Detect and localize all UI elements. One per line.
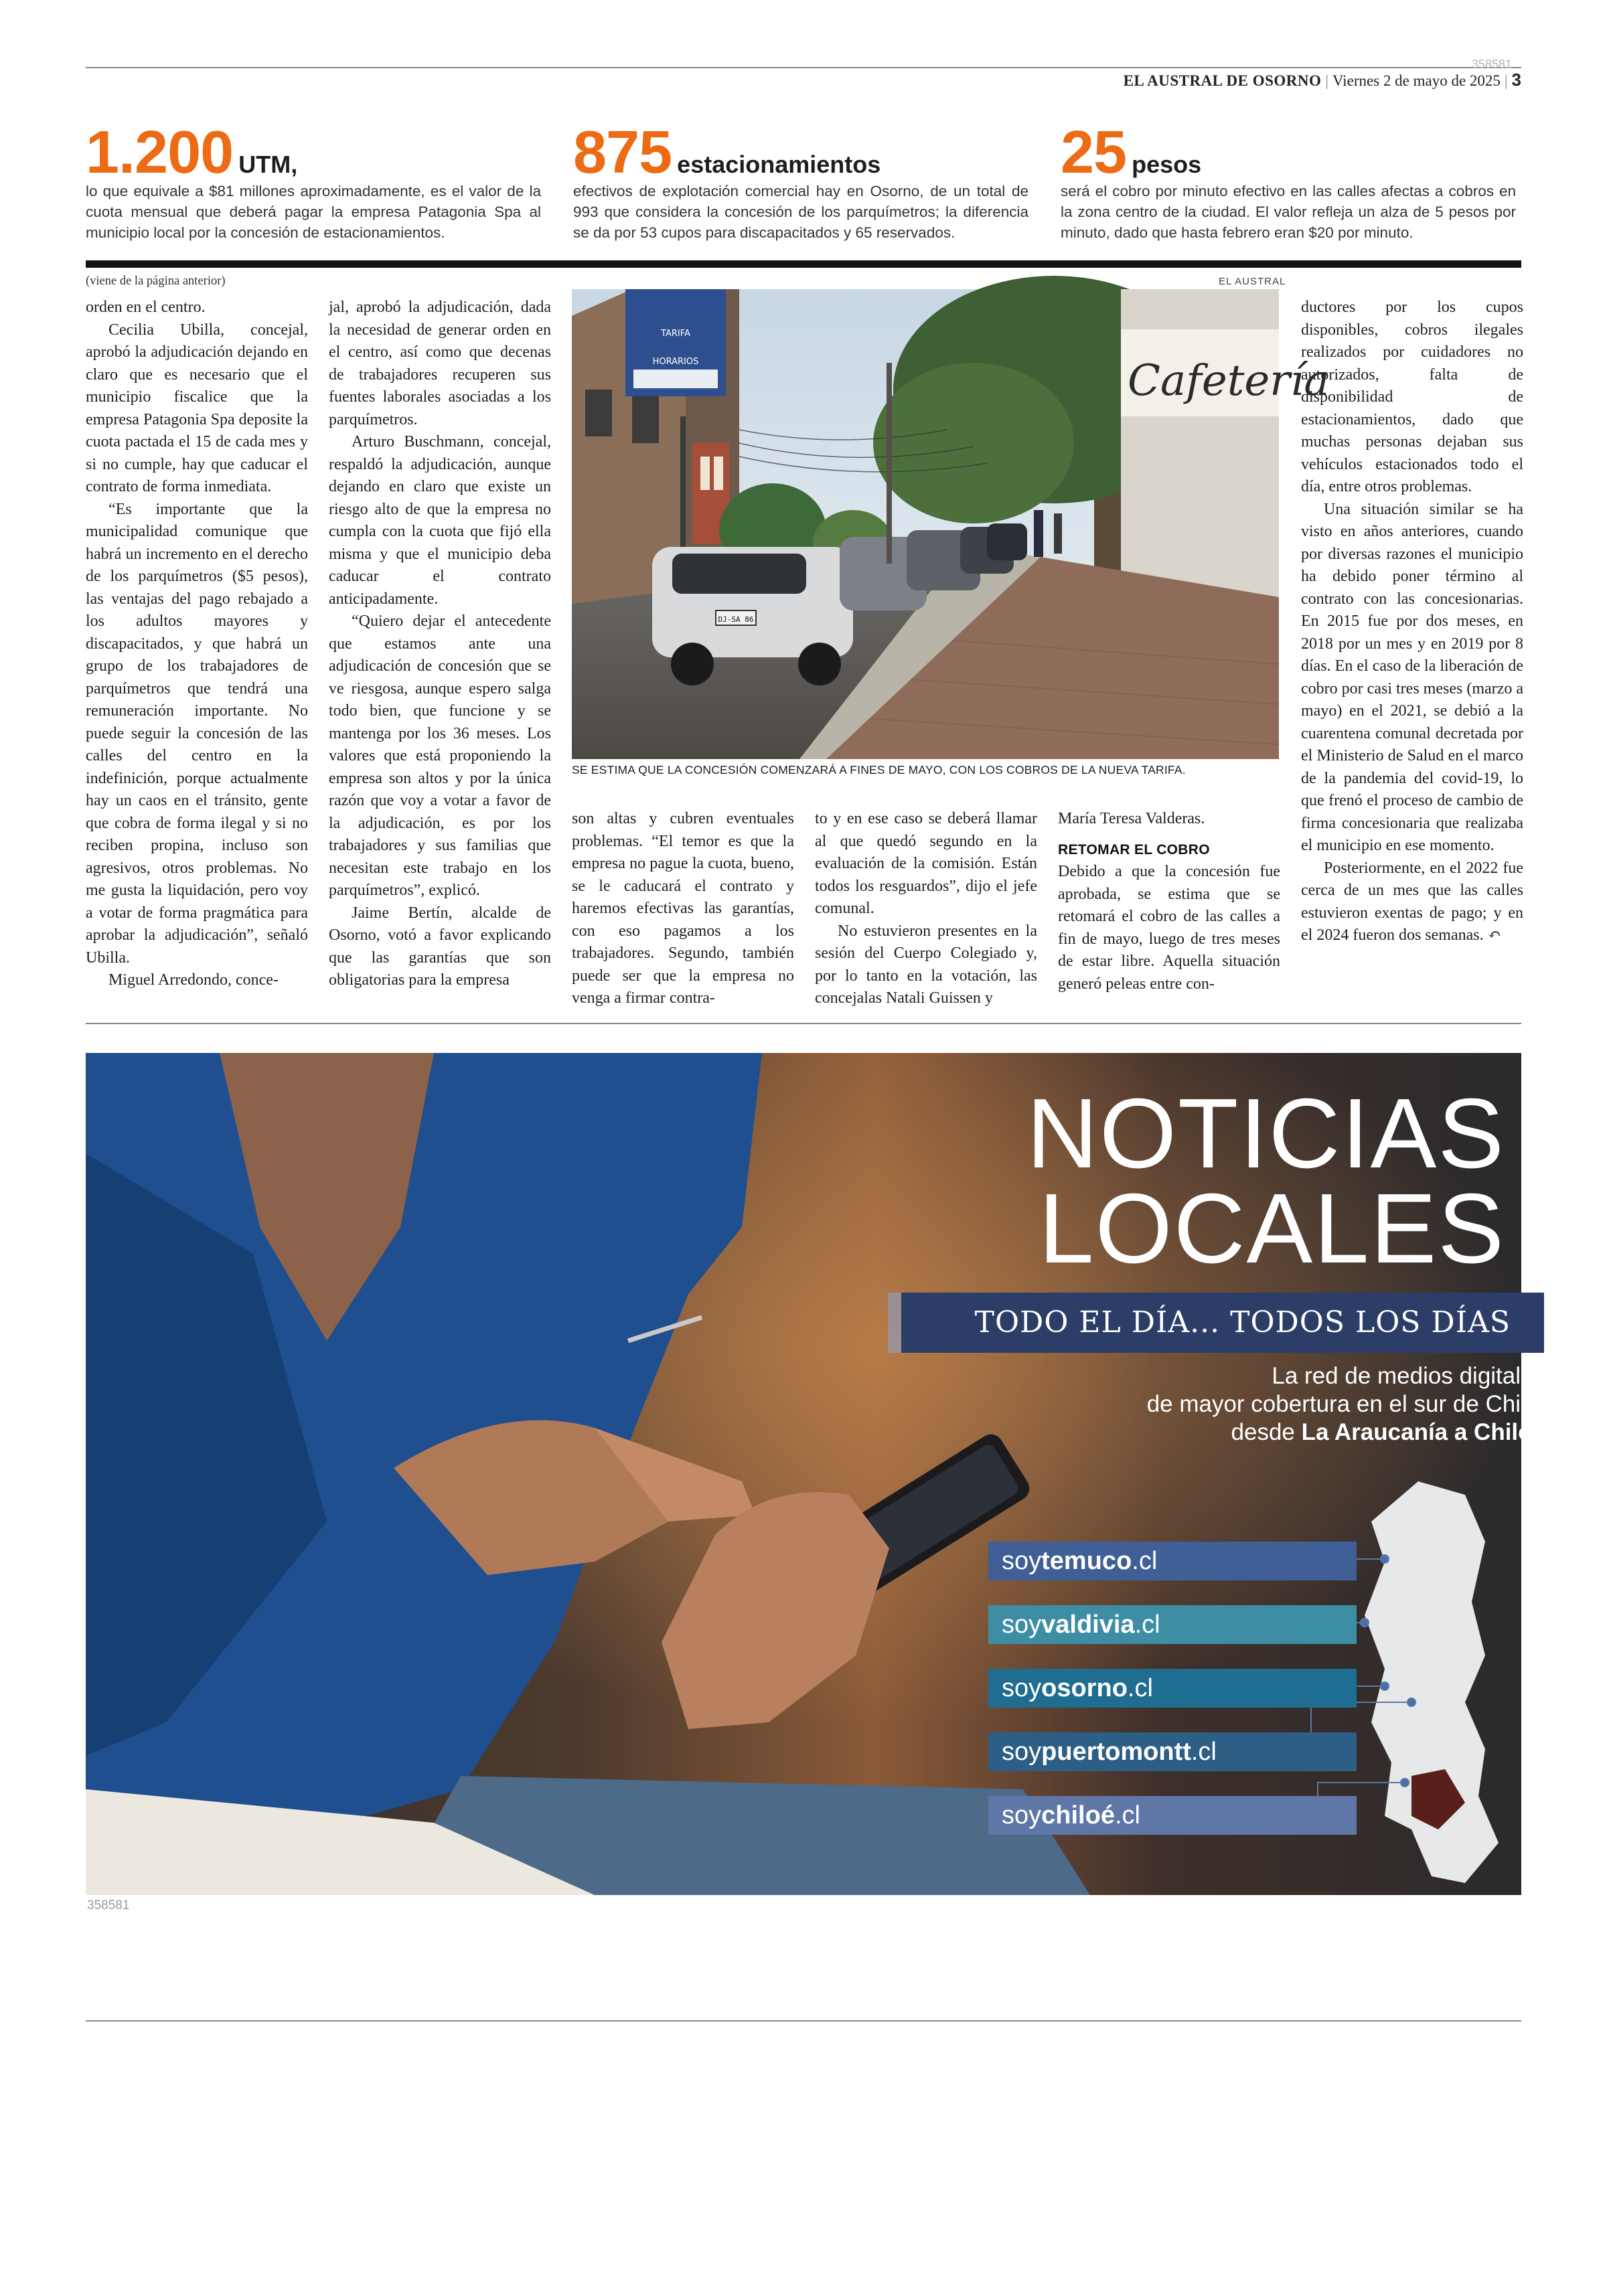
page-footer-rule xyxy=(86,2020,1521,2022)
bottom-rule-article xyxy=(86,1023,1521,1024)
stat-description: efectivos de explotación comercial hay en Osorno, de un total de 993 que considera la concesión de los parquímetros; la diferencia se da por 53 cupos para discapacitados y 65 reservados. xyxy=(573,183,1028,241)
paragraph: “Es importante que la municipalidad comunique que habrá un incremento en el derecho de los parquímetros ($5 pesos), las ventajas del pago rebajado a los adultos mayores y discapacitados, y que habrá un grupo de los trabajadores de parquímetros que tendrá una remuneración importante. No puede seguir la concesión de las calles del centro en la indefinición, porque actualmente hay un caos en el tránsito, gente que cobra de forma ilegal y si no reciben propina, incluso son agresivos, otros problemas. No me gusta la liquidación, pero voy a votar de forma pragmática para aprobar la adjudicación”, señaló Ubilla. xyxy=(86,500,308,967)
article-column-3 xyxy=(572,808,794,1010)
stat-description: será el cobro por minuto efectivo en las calles afectas a cobros en la zona centro de la ciudad. El valor refleja un alza de 5 pesos por minuto, dado que hasta febrero eran $20 por minuto. xyxy=(1061,183,1516,241)
top-rule xyxy=(86,67,1521,68)
paragraph: Arturo Buschmann, concejal, respaldó la adjudicación, aunque dejando en claro que existe un riesgo alto de que la empresa no cumpla con la cuota que fijó ella misma y que el municipio deba caducar el contrato anticipadamente. xyxy=(329,433,551,608)
paragraph: ductores por los cupos disponibles, cobros ilegales realizados por cuidadores no autorizados, falta de disponibilidad de estacionamientos, dado que muchas personas dejaban sus vehículos estacionados todo el día, entre otros problemas. xyxy=(1301,299,1523,495)
site-link-chiloe[interactable]: soychiloé.cl xyxy=(988,1796,1357,1835)
ad-code: 358581 xyxy=(87,1898,130,1912)
article-column-2 xyxy=(329,297,551,992)
paragraph: jal, aprobó la adjudicación, dada la necesidad de generar orden en el centro, así como que decenas de trabajadores recuperen sus fuentes laborales asociadas a los parquímetros. xyxy=(329,299,551,428)
stat-unit: UTM, xyxy=(238,151,298,178)
paragraph: to y en ese caso se deberá llamar al que quedó segundo en la evaluación de la comisión. Están todos los resguardos”, dijo el jefe comunal. xyxy=(815,810,1037,917)
region-range: La Araucanía a Chiloé xyxy=(1301,1419,1545,1445)
license-plate: DJ-SA 86 xyxy=(718,615,754,624)
article-column-1 xyxy=(86,297,308,992)
article-column-5 xyxy=(1058,808,1280,995)
paragraph: María Teresa Valderas. xyxy=(1058,810,1205,827)
paragraph: Miguel Arredondo, conce- xyxy=(108,971,279,989)
paragraph: Una situación similar se ha visto en años anteriores, cuando por diversas razones el municipio ha debido poner término al contrato con las concesionarias. En 2015 fue por dos meses, en 2018 por un mes y en 2019 por 8 días. En el caso de la liberación de cobro por casi tres meses (marzo a mayo) en el 2021, se debió a la cuarentena comunal decretada por el Ministerio de Salud en el marco de la pandemia del covid-19, lo que frenó el proceso de cambio de firma concesionaria que realizaba el municipio en ese momento. xyxy=(1301,500,1523,854)
stat-unit: estacionamientos xyxy=(677,151,881,178)
ad-tagline: TODO EL DÍA... TODOS LOS DÍAS xyxy=(901,1293,1544,1353)
site-link-osorno[interactable]: soyosorno.cl xyxy=(988,1669,1357,1708)
stat-value: 25 xyxy=(1061,119,1127,186)
subheading: RETOMAR EL COBRO xyxy=(1058,841,1210,857)
ad-title-line-1: NOTICIAS xyxy=(1026,1078,1505,1189)
stat-utm xyxy=(86,119,541,243)
network-line-1: La red de medios digitales xyxy=(1272,1363,1545,1389)
paragraph: “Quiero dejar el antecedente que estamos ante una adjudicación de concesión que se ve riesgosa, aunque espero salga todo bien, que funcione y se mantenga por los 36 meses. Los valores que está proponiendo la empresa son altos y por la única razón que voy a votar a favor de la adjudicación, es por los trabajadores y sus familias que necesitan este trabajo en los parquímetros”, explicó. xyxy=(329,612,551,899)
advertisement-noticias-locales xyxy=(86,1053,1545,1895)
photo-caption: SE ESTIMA QUE LA CONCESIÓN COMENZARÁ A FINES DE MAYO, CON LOS COBROS DE LA NUEVA TARIFA. xyxy=(572,763,1186,776)
paragraph: orden en el centro. xyxy=(86,299,206,316)
ad-network-description xyxy=(903,1362,1545,1447)
paragraph: son altas y cubren eventuales problemas. “El temor es que la empresa no pague la cuota, bueno, se le caducará el contrato y haremos efectivas las garantías, con eso pagamos a los trabajadores. Segundo, también puede ser que la empresa no venga a firmar contra- xyxy=(572,810,794,1007)
stat-value: 875 xyxy=(573,119,672,186)
paragraph: Cecilia Ubilla, concejal, aprobó la adjudicación dejando en claro que es necesario que el municipio fiscalice que la empresa Patagonia Spa deposite la cuota pactada el 15 de cada mes y si no cumple, hay que caducar el contrato de forma inmediata. xyxy=(86,321,308,495)
street-parking-photo xyxy=(572,289,1330,759)
section-divider xyxy=(86,260,1521,268)
network-line-2: de mayor cobertura en el sur de Chile: xyxy=(1146,1391,1545,1417)
paragraph: No estuvieron presentes en la sesión del Cuerpo Colegiado y, por lo tanto en la votación, las concejalas Natali Guissen y xyxy=(815,922,1037,1007)
paragraph: Posteriormente, en el 2022 fue cerca de un mes que las calles estuvieron exentas de pago; y en el 2024 fueron dos semanas. ↶ xyxy=(1301,857,1523,947)
network-line-3: desde La Araucanía a Chiloé xyxy=(1231,1419,1545,1445)
paragraph: Jaime Bertín, alcalde de Osorno, votó a favor explicando que las garantías que son obligatorias para la empresa xyxy=(329,904,551,989)
stat-unit: pesos xyxy=(1132,151,1202,178)
ad-title xyxy=(983,1078,1505,1284)
stat-parking-spaces xyxy=(573,119,1028,243)
paragraph: Debido a que la concesión fue aprobada, se estima que se retomará el cobro de las calles a fin de mayo, luego de tres meses de estar libre. Aquella situación generó peleas entre con- xyxy=(1058,863,1280,993)
sign-horarios: HORARIOS xyxy=(652,357,699,367)
stat-description: lo que equivale a $81 millones aproximadamente, es el valor de la cuota mensual que deberá pagar la empresa Patagonia Spa al municipio local por la concesión de estacionamientos. xyxy=(86,183,541,241)
site-link-temuco[interactable]: soytemuco.cl xyxy=(988,1542,1357,1580)
ad-title-line-2: LOCALES xyxy=(1039,1173,1505,1284)
article-column-6 xyxy=(1301,297,1523,947)
photo-credit: EL AUSTRAL xyxy=(1219,276,1286,287)
continued-note: (viene de la página anterior) xyxy=(86,274,226,288)
page-number: 3 xyxy=(1511,70,1521,90)
stat-pesos xyxy=(1061,119,1516,243)
stat-value: 1.200 xyxy=(86,119,234,186)
publication-name: EL AUSTRAL DE OSORNO xyxy=(1123,72,1322,89)
article-column-4 xyxy=(815,808,1037,1010)
page-folio: 358581 EL AUSTRAL DE OSORNO | Viernes 2 de mayo de 2025 | 3 xyxy=(1123,58,1521,90)
page-code: 358581 xyxy=(1471,58,1512,71)
site-link-puertomontt[interactable]: soypuertomontt.cl xyxy=(988,1732,1357,1771)
issue-date: Viernes 2 de mayo de 2025 xyxy=(1332,72,1501,89)
site-link-valdivia[interactable]: soyvaldivia.cl xyxy=(988,1605,1357,1644)
sign-tarifa: TARIFA xyxy=(661,329,690,339)
cafeteria-sign: Cafetería xyxy=(1128,356,1330,406)
